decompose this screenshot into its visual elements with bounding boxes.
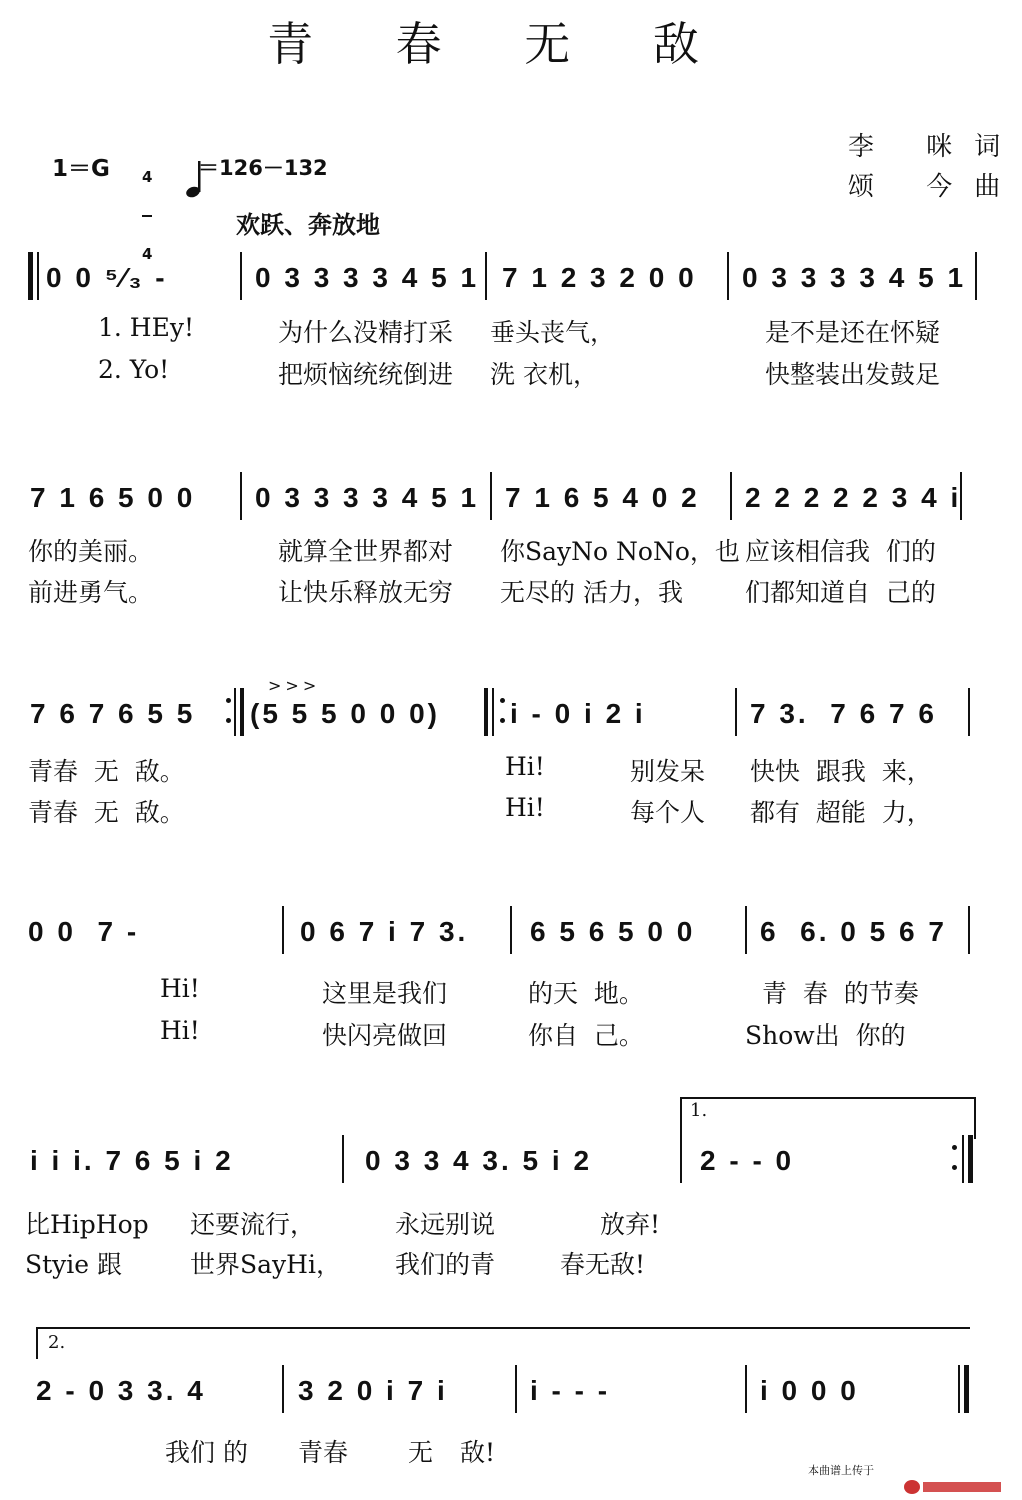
expression-marking: 欢跃、奔放地 xyxy=(236,211,380,239)
second-ending-label: 2. xyxy=(48,1332,66,1353)
site-logo xyxy=(893,1459,1003,1500)
lyric-verse-1: Hi! xyxy=(160,974,200,1003)
lyricist-credit: 李 咪词 xyxy=(848,132,1022,162)
measure: 2 - 0 3 3. 4 xyxy=(36,1375,206,1406)
measure: 2 - - 0 xyxy=(700,1145,795,1176)
measure: i - 0 i 2 i xyxy=(510,698,646,729)
lyric-verse-1: 就算全世界都对 xyxy=(278,537,454,566)
time-signature-top: 4 xyxy=(142,168,153,186)
lyric-verse-2: 无尽的 活力，我 xyxy=(500,578,683,607)
lyric-verse-1: 永远别说 xyxy=(395,1210,496,1239)
measure: 7 1 6 5 4 0 2 xyxy=(505,482,700,513)
lyric-verse-1: 这里是我们 xyxy=(322,979,448,1008)
accent-marks: >>> xyxy=(268,676,321,695)
lyric-verse-2: 快整装出发鼓足 xyxy=(765,360,941,389)
measure: i i i. 7 6 5 i 2 xyxy=(30,1145,234,1176)
lyric-verse-2: 让快乐释放无穷 xyxy=(278,578,454,607)
composer-credit: 颂 今曲 xyxy=(848,172,1022,202)
lyric-verse-1: 青春 无 敌。 xyxy=(28,757,185,786)
lyric-verse-1: 比HipHop xyxy=(25,1210,149,1239)
lyric-verse-2: 我们的青 xyxy=(395,1250,496,1279)
lyric-verse-2: 世界SayHi， xyxy=(190,1250,341,1279)
lyric-verse-2: 你自 己。 xyxy=(528,1021,644,1050)
first-ending-label: 1. xyxy=(690,1100,708,1121)
measure: 7 1 2 3 2 0 0 xyxy=(502,262,697,293)
measure: 0 3 3 3 3 4 5 1 xyxy=(742,262,967,293)
lyric-verse-1: 青春 xyxy=(298,1438,349,1467)
lyric-verse-1: 你的美丽。 xyxy=(28,537,154,566)
measure: 0 0 ⁵⁄₃ - xyxy=(46,262,168,293)
lyric-verse-1: 还要流行， xyxy=(190,1210,316,1239)
measure: 7 6 7 6 5 5 xyxy=(30,698,196,729)
time-signature-bottom: 4 xyxy=(142,245,153,263)
time-signature xyxy=(142,140,152,277)
lyric-verse-1: 我们 的 xyxy=(165,1438,248,1467)
measure: 2 2 2 2 2 3 4 i xyxy=(745,482,962,513)
measure: 3 2 0 i 7 i xyxy=(298,1375,448,1406)
measure: 0 3 3 3 3 4 5 1 xyxy=(255,262,480,293)
lyric-verse-1: 应该相信我 们的 xyxy=(745,537,936,566)
lyric-verse-2: 每个人 xyxy=(630,798,706,827)
lyric-verse-1: 你SayNo NoNo，也 xyxy=(500,537,740,566)
lyric-verse-1: 放弃! xyxy=(600,1210,661,1239)
key-signature: 1＝G xyxy=(52,156,110,182)
lyric-verse-2: 都有 超能 力， xyxy=(750,798,932,827)
lyric-verse-1: 快快 跟我 来， xyxy=(750,757,932,786)
lyric-verse-2: 春无敌! xyxy=(560,1250,646,1279)
measure: (5 5 5 0 0 0) xyxy=(250,698,440,729)
lyric-verse-2: 们都知道自 己的 xyxy=(745,578,936,607)
lyric-verse-2: Styie 跟 xyxy=(25,1250,123,1279)
lyric-verse-2: 前进勇气。 xyxy=(28,578,154,607)
measure: 6 5 6 5 0 0 xyxy=(530,916,696,947)
lyric-verse-2: 青春 无 敌。 xyxy=(28,798,185,827)
lyric-verse-1: 为什么没精打采 xyxy=(278,318,454,347)
lyric-verse-2: 把烦恼统统倒进 xyxy=(278,360,454,389)
lyric-verse-1: 无 xyxy=(408,1438,434,1467)
lyric-verse-1: 是不是还在怀疑 xyxy=(765,318,941,347)
lyric-verse-1: 青 春 的节奏 xyxy=(762,979,919,1008)
lyric-verse-1: 别发呆 xyxy=(630,757,706,786)
lyric-verse-1: 垂头丧气， xyxy=(490,318,616,347)
upload-credit: 本曲谱上传于 xyxy=(808,1464,874,1477)
lyric-verse-2: Hi! xyxy=(505,793,545,822)
lyric-verse-1: Hi! xyxy=(505,752,545,781)
lyric-verse-2: 快闪亮做回 xyxy=(322,1021,448,1050)
measure: i 0 0 0 xyxy=(760,1375,859,1406)
measure: 0 0 7 - xyxy=(28,916,140,947)
second-ending-bracket xyxy=(36,1327,970,1359)
first-ending-bracket xyxy=(680,1097,976,1139)
lyric-verse-2: 洗 衣机， xyxy=(490,360,598,389)
measure: 7 3. 7 6 7 6 xyxy=(750,698,937,729)
measure: 7 1 6 5 0 0 xyxy=(30,482,196,513)
lyric-verse-2: Show出 你的 xyxy=(745,1021,906,1050)
lyric-verse-2: Hi! xyxy=(160,1016,200,1045)
lyric-verse-1: 敌! xyxy=(460,1438,496,1467)
measure: 0 3 3 4 3. 5 i 2 xyxy=(365,1145,593,1176)
score-title: 青 春 无 敌 xyxy=(267,17,733,71)
lyric-verse-1: 的天 地。 xyxy=(528,979,644,1008)
lyric-verse-1: 1. HEy! xyxy=(98,313,195,342)
measure: 0 6 7 i 7 3. xyxy=(300,916,469,947)
measure: 0 3 3 3 3 4 5 1 xyxy=(255,482,480,513)
lyric-verse-2: 2. Yo! xyxy=(98,355,170,384)
measure: i - - - xyxy=(530,1375,611,1406)
measure: 6 6. 0 5 6 7 xyxy=(760,916,947,947)
tempo-marking: ＝126－132 xyxy=(198,156,328,180)
